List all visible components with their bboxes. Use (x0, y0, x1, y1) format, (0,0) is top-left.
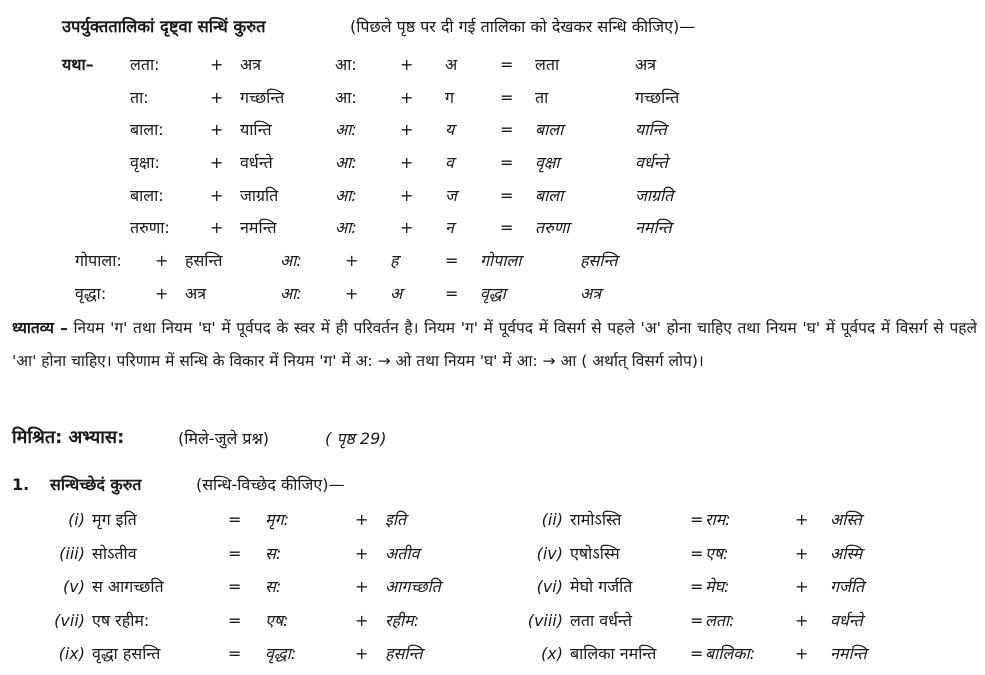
item-part-b: नमन्ति (830, 644, 867, 663)
item-number: (iv) (536, 543, 563, 563)
item-equals: = (690, 610, 704, 630)
item-word: एषोऽस्मि (570, 543, 620, 563)
item-part-a: वृद्धा: (265, 644, 297, 663)
example-plus2: + (400, 55, 414, 74)
example-plus1: + (210, 120, 224, 139)
example-eq: = (445, 251, 459, 270)
example-r2: अत्र (635, 55, 657, 74)
example-eq: = (500, 120, 514, 139)
question-subtitle: (सन्धि-विच्छेद कीजिए)— (196, 475, 345, 494)
question-number: 1. (12, 475, 30, 494)
item-word: सोऽतीव (92, 543, 137, 563)
item-word: वृद्धा हसन्ति (92, 644, 161, 663)
item-plus: + (795, 610, 809, 630)
question-title: सन्धिच्छेदं कुरुत (50, 475, 142, 494)
example-v: आ: (335, 218, 357, 237)
item-plus: + (355, 610, 369, 630)
item-plus: + (795, 644, 809, 663)
note-text: नियम 'ग' तथा नियम 'घ' में पूर्वपद के स्वर में ही परिवर्तन है। नियम 'ग' में पूर्वपद में विसर्ग से पहले 'अ' होना चाहिए तथा नियम 'घ' में पूर्वपद में विसर्ग से पहले 'आ' होना चाहिए। परिणाम में सन्धि के विकार में नियम 'ग' में अ: → ओ तथा नियम 'घ' में आ: → आ ( अर्थात् विसर्ग लोप)। (12, 319, 977, 370)
example-plus2: + (345, 251, 359, 270)
example-v: आ: (335, 186, 357, 205)
example-r1: ता (535, 88, 549, 107)
example-v: आ: (335, 120, 357, 139)
item-equals: = (690, 577, 704, 596)
item-equals: = (228, 510, 242, 529)
example-w1: लता: (130, 55, 160, 74)
item-plus: + (795, 510, 809, 529)
example-plus2: + (400, 186, 414, 205)
example-r1: लता (535, 55, 560, 74)
example-r1: वृक्षा (535, 153, 560, 172)
example-w2: वर्धन्ते (240, 153, 273, 172)
item-part-b: अस्ति (830, 510, 862, 529)
example-v: आ: (335, 88, 357, 107)
item-part-b: आगच्छति (385, 577, 441, 596)
example-c: ग (445, 88, 455, 107)
example-eq: = (500, 55, 514, 74)
item-number: (ii) (541, 510, 563, 529)
example-w2: हसन्ति (185, 251, 223, 270)
example-eq: = (445, 284, 459, 303)
item-word: स आगच्छति (92, 577, 164, 596)
example-r2: अत्र (580, 284, 602, 303)
item-part-b: अस्मि (830, 543, 863, 563)
item-plus: + (355, 644, 369, 663)
example-plus1: + (210, 186, 224, 205)
item-number: (vi) (536, 577, 563, 596)
item-word: बालिका नमन्ति (570, 644, 657, 663)
item-part-b: इति (385, 510, 407, 529)
item-equals: = (228, 577, 242, 596)
example-c: य (445, 120, 455, 139)
example-w1: तरुणा: (130, 218, 170, 237)
example-r2: जाग्रति (635, 186, 674, 205)
item-equals: = (228, 644, 242, 663)
item-part-b: वर्धन्ते (830, 610, 863, 630)
item-part-a: स: (265, 543, 282, 563)
example-r1: गोपाला (480, 251, 522, 270)
example-c: व (445, 153, 454, 172)
example-c: ह (390, 251, 399, 270)
item-part-a: लता: (705, 610, 735, 630)
item-part-b: रहीम: (385, 610, 420, 630)
item-number: (iii) (59, 543, 85, 563)
item-part-a: राम: (705, 510, 731, 529)
example-w2: अत्र (240, 55, 262, 74)
item-equals: = (228, 610, 242, 630)
item-equals: = (690, 644, 704, 663)
item-word: मेघो गर्जति (570, 577, 633, 596)
example-plus1: + (155, 284, 169, 303)
example-c: न (445, 218, 454, 237)
item-plus: + (355, 510, 369, 529)
example-plus1: + (210, 153, 224, 172)
example-plus1: + (210, 88, 224, 107)
item-word: मृग इति (92, 510, 137, 529)
example-r2: हसन्ति (580, 251, 618, 270)
instruction-title: उपर्युक्ततालिकां दृष्ट्वा सन्धिं कुरुत (62, 17, 266, 36)
example-v: आ: (280, 251, 302, 270)
example-c: ज (445, 186, 457, 205)
item-equals: = (228, 543, 242, 563)
item-equals: = (690, 510, 704, 529)
example-w1: बाला: (130, 186, 164, 205)
example-plus1: + (155, 251, 169, 270)
item-word: एष रहीम: (92, 610, 150, 630)
item-part-a: मेघ: (705, 577, 730, 596)
section-subtitle: (मिले-जुले प्रश्न) (178, 429, 270, 448)
example-c: अ (445, 55, 458, 74)
example-plus2: + (400, 120, 414, 139)
item-plus: + (795, 543, 809, 563)
example-w1: बाला: (130, 120, 164, 139)
example-w2: नमन्ति (240, 218, 277, 237)
example-eq: = (500, 153, 514, 172)
example-r2: यान्ति (635, 120, 667, 139)
example-eq: = (500, 186, 514, 205)
item-part-b: अतीव (385, 543, 420, 563)
example-w2: अत्र (185, 284, 207, 303)
item-part-b: गर्जति (830, 577, 865, 596)
example-eq: = (500, 218, 514, 237)
example-c: अ (390, 284, 403, 303)
example-w1: वृक्षा: (130, 153, 160, 172)
note-paragraph (12, 312, 977, 378)
example-plus1: + (210, 218, 224, 237)
item-part-a: एष: (265, 610, 289, 630)
example-r2: नमन्ति (635, 218, 672, 237)
item-plus: + (795, 577, 809, 596)
example-w1: गोपाला: (75, 251, 122, 270)
example-r2: गच्छन्ति (635, 88, 680, 107)
item-part-a: एष: (705, 543, 729, 563)
item-word: लता वर्धन्ते (570, 610, 632, 630)
example-v: आ: (335, 55, 357, 74)
example-w2: जाग्रति (240, 186, 279, 205)
item-number: (viii) (527, 610, 563, 630)
examples-label: यथा– (62, 55, 94, 74)
item-number: (ix) (58, 644, 85, 663)
item-number: (i) (68, 510, 85, 529)
example-v: आ: (280, 284, 302, 303)
section-title: मिश्रित: अभ्यास: (12, 427, 125, 448)
example-r1: बाला (535, 120, 564, 139)
example-w1: वृद्धा: (75, 284, 107, 303)
item-part-a: स: (265, 577, 282, 596)
item-part-a: बालिका: (705, 644, 756, 663)
item-equals: = (690, 543, 704, 563)
page-reference: ( पृष्ठ 29) (325, 429, 387, 448)
note-label: ध्यातव्य – (12, 319, 68, 337)
example-r1: वृद्धा (480, 284, 506, 303)
example-v: आ: (335, 153, 357, 172)
item-plus: + (355, 543, 369, 563)
example-eq: = (500, 88, 514, 107)
example-r1: तरुणा (535, 218, 570, 237)
item-part-a: मृग: (265, 510, 289, 529)
example-plus2: + (345, 284, 359, 303)
example-w1: ता: (130, 88, 149, 107)
item-plus: + (355, 577, 369, 596)
example-r1: बाला (535, 186, 564, 205)
item-word: रामोऽस्ति (570, 510, 622, 529)
example-w2: यान्ति (240, 120, 272, 139)
example-w2: गच्छन्ति (240, 88, 285, 107)
item-part-b: हसन्ति (385, 644, 423, 663)
example-plus2: + (400, 153, 414, 172)
item-number: (v) (63, 577, 85, 596)
item-number: (vii) (54, 610, 85, 630)
example-r2: वर्धन्ते (635, 153, 668, 172)
item-number: (x) (541, 644, 563, 663)
example-plus2: + (400, 218, 414, 237)
example-plus1: + (210, 55, 224, 74)
example-plus2: + (400, 88, 414, 107)
instruction-subtitle: (पिछले पृष्ठ पर दी गई तालिका को देखकर सन्धि कीजिए)— (350, 17, 696, 36)
